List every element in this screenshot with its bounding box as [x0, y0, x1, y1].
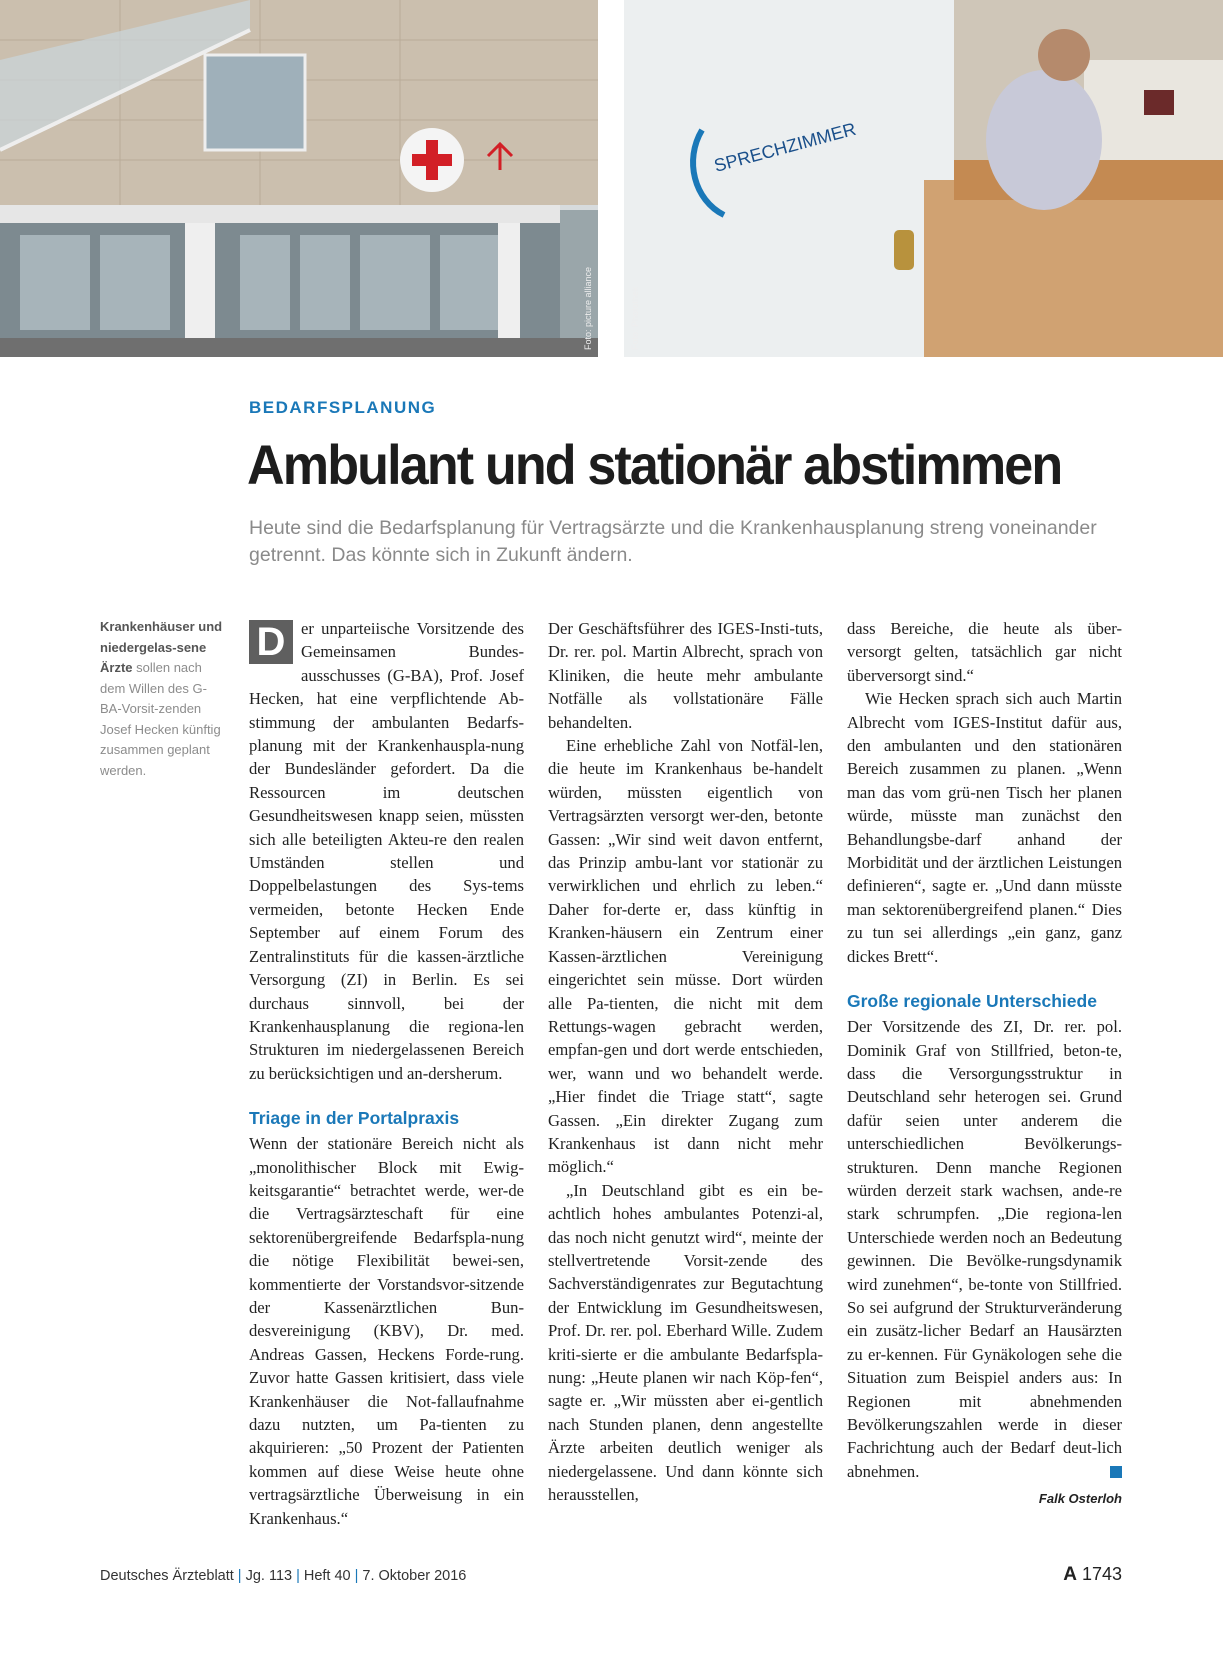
- paragraph-3: Der Geschäftsführer des IGES-Insti-tuts, Dr. rer. pol. Martin Albrecht, sprach von Kliniken, die heute mehr ambulante Notfälle als vollstationäre Fälle behandelten.: [548, 619, 823, 732]
- journal-issue: Heft 40: [303, 1568, 351, 1584]
- column-2: [548, 617, 823, 1506]
- caption-bold: Krankenhäuser und niedergelas-sene Ärzte: [100, 619, 223, 675]
- end-mark-icon: [1110, 1466, 1122, 1478]
- paragraph-7: Wie Hecken sprach sich auch Martin Albrecht vom IGES-Institut dafür aus, den ambulanten und den stationären Bereich zusammen zu planen. „Wenn man das vom grü-nen Tisch her planen würde, müsste man zunächst den Behandlungsbe-darf anhand der Morbidität und der ärztlichen Leistungen definieren“, sagte er. „Und dann müsste man sektorenübergreifend planen.“ Dies zu tun sei allerdings „ein ganz, ganz dickes Brett“.: [847, 689, 1122, 966]
- paragraph-6: dass Bereiche, die heute als über-versorgt gelten, tatsächlich gar nicht überversorgt sind.“: [847, 619, 1122, 685]
- door-sign-text: SPRECHZIMMER: [711, 118, 859, 176]
- photo-caption: [100, 617, 226, 781]
- headline: Ambulant und stationär abstimmen: [247, 433, 1062, 496]
- page-prefix: A: [1063, 1564, 1077, 1585]
- footer-separator: |: [354, 1568, 359, 1584]
- caption-text: sollen nach dem Willen des G-BA-Vorsit-zenden Josef Hecken künftig zusammen geplant werden.: [100, 660, 221, 778]
- journal-name: Deutsches Ärzteblatt: [100, 1568, 234, 1584]
- paragraph-1: er unparteiische Vorsitzende des Gemeinsamen Bundes-ausschusses (G-BA), Prof. Josef Hecken, hat eine verpflichtende Ab-stimmung der ambulanten Bedarfs-planung mit der Krankenhauspla-nung der Bundesländer gefordert. Da die Ressourcen im deutschen Gesundheitswesen knapp seien, müssten sich alle beteiligten Akteu-re den realen Umständen stellen und Doppelbelastungen des Sys-tems vermeiden, betonte Hecken Ende September auf einem Forum des Zentralinstituts für die kassen-ärztliche Versorgung (ZI) in Berlin. Es sei durchaus sinnvoll, bei der Krankenhausplanung die regiona-len Strukturen im niedergelassenen Bereich zu berücksichtigen und an-dersherum.: [249, 619, 524, 1083]
- paragraph-8-text: Der Vorsitzende des ZI, Dr. rer. pol. Dominik Graf von Stillfried, beton-te, dass die Versorgungsstruktur in Deutschland sehr heterogen sei. Grund dafür seien unter anderem die unterschiedlichen Bevölkerungs-strukturen. Denn manche Regionen würden derzeit stark wachsen, ande-re stark schrumpfen. „Die regiona-len Unterschiede werden noch an Bedeutung gewinnen. Die Bevölke-rungsdynamik wird zunehmen“, be-tonte von Stillfried. So sei aufgrund der Strukturveränderung ein zusätz-licher Bedarf an Hausärzten zu er-kennen. Für Gynäkologen sehe die Situation zum Beispiel anders aus: In Regionen mit abnehmenden Bevölkerungszahlen werde in dieser Fachrichtung auch der Bedarf deut-lich abnehmen.: [847, 1017, 1122, 1481]
- subheading-regional: Große regionale Unterschiede: [847, 991, 1097, 1012]
- author-byline: Falk Osterloh: [1038, 1491, 1122, 1507]
- consultation-room-photo: [624, 0, 1223, 357]
- hospital-entrance-photo: [0, 0, 598, 357]
- photo-credit-right: Foto: Photothek: [630, 286, 640, 350]
- column-1: [249, 617, 524, 1530]
- footer: [100, 1568, 466, 1584]
- paragraph-8: [847, 1015, 1122, 1483]
- page-number-value: 1743: [1081, 1564, 1122, 1584]
- paragraph-4: Eine erhebliche Zahl von Notfäl-len, die heute im Krankenhaus be-handelt würden, müssten eigentlich von Vertragsärzten versorgt wer-den, betonte Gassen: „Wir sind weit davon entfernt, das Prinzip ambu-lant vor stationär zu verwirklichen und ehrlich zu leben.“ Daher for-derte er, dass künftig in Kranken-häusern ein Zentrum einer Kassen-ärztlichen Vereinigung eingerichtet sein müsse. Dort würden alle Pa-tienten, die nicht mit dem Rettungs-wagen gebracht werden, empfan-gen und dort werde entschieden, wer, wann und wo behandelt werde. „Hier findet die Triage statt“, sagte Gassen. „Ein direkter Zugang zum Krankenhaus ist dann nicht mehr möglich.“: [548, 736, 823, 1177]
- paragraph-2: Wenn der stationäre Bereich nicht als „monolithischer Block mit Ewig-keitsgarantie“ betrachtet werde, wer-de die Vertragsärzteschaft für eine sektorenübergreifende Bedarfspla-nung die nötige Flexibilität bewei-sen, kommentierte der Vorstandsvor-sitzende der Kassenärztlichen Bun-desvereinigung (KBV), Dr. med. Andreas Gassen, Heckens Forde-rung. Zuvor hatte Gassen kritisiert, dass viele Krankenhäuser die Not-fallaufnahme dazu nutzten, um Pa-tienten zu akquirieren: „50 Prozent der Patienten kommen auf diese Weise heute ohne vertragsärztliche Überweisung in ein Krankenhaus.“: [249, 1134, 524, 1528]
- deck: Heute sind die Bedarfsplanung für Vertragsärzte und die Krankenhausplanung streng voneinander getrennt. Das könnte sich in Zukunft ändern.: [249, 517, 1097, 566]
- paragraph-5: „In Deutschland gibt es ein be-achtlich hohes ambulantes Potenzi-al, das noch nicht genutzt wird“, meinte der stellvertretende Vorsit-zende des Sachverständigenrates zur Begutachtung der Entwicklung im Gesundheitswesen, Prof. Dr. rer. pol. Eberhard Wille. Zudem kriti-sierte er die ambulante Bedarfspla-nung: „Heute planen wir nach Köp-fen“, sagte er. „Wir müssten aber ei-gentlich nach Stunden planen, denn angestellte Ärzte arbeiten deutlich weniger als niedergelassene. Und dann könnte sich herausstellen,: [548, 1180, 823, 1505]
- subheading-triage: Triage in der Portalpraxis: [249, 1108, 460, 1129]
- drop-cap: D: [249, 620, 293, 664]
- photo-credit-left: Foto: picture alliance: [583, 266, 593, 350]
- page-number: [1063, 1564, 1122, 1586]
- journal-date: 7. Oktober 2016: [362, 1568, 467, 1584]
- footer-separator: |: [296, 1568, 300, 1584]
- footer-separator: |: [237, 1568, 242, 1584]
- column-3: [847, 617, 1122, 1511]
- hospital-illustration: [0, 0, 598, 357]
- doctor-office-illustration: [624, 0, 1223, 357]
- journal-volume: Jg. 113: [245, 1568, 293, 1584]
- kicker: BEDARFSPLANUNG: [249, 398, 437, 417]
